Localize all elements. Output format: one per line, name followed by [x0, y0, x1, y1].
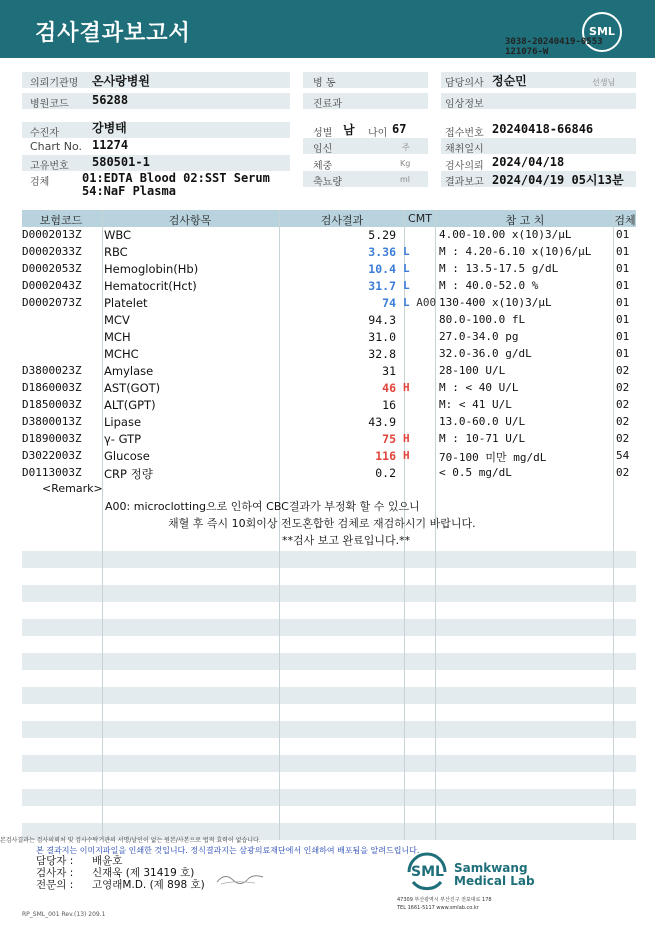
sex-label: 성별	[313, 128, 333, 139]
table-row	[22, 465, 636, 482]
doctor-value: 정순민	[492, 74, 527, 88]
sig-tester-label: 검사자 :	[36, 867, 74, 879]
reference-range: M : < 40 U/L	[439, 381, 519, 394]
remark-title: <Remark>	[42, 482, 103, 495]
insurance-code: D0002043Z	[22, 279, 82, 292]
table-row	[22, 295, 636, 312]
insurance-code: D3800023Z	[22, 364, 82, 377]
test-result: 10.4	[368, 262, 396, 276]
insurance-code: D0002073Z	[22, 296, 82, 309]
chart-label: Chart No.	[30, 140, 82, 153]
table-row	[22, 278, 636, 295]
table-row	[22, 346, 636, 363]
weight-unit: Kg	[400, 159, 411, 168]
form-code: RP_SML_001 Rev.(13) 209.1	[22, 911, 106, 918]
insurance-code: D0113003Z	[22, 466, 82, 479]
reference-range: M : 4.20-6.10 x(10)6/μL	[439, 245, 592, 258]
specimen-code: 54	[616, 449, 630, 462]
remark-line2: 채혈 후 즉시 10회이상 전도혼합한 검체로 재검하시기 바랍니다.	[168, 517, 476, 530]
test-result: 74	[382, 296, 396, 310]
col-header-spec: 검체	[614, 214, 636, 227]
specimen-line1: 01:EDTA Blood 02:SST Serum	[82, 171, 270, 185]
test-name: Hemoglobin(Hb)	[104, 262, 199, 276]
age-label: 나이	[368, 128, 388, 139]
company-address: 47309 부산광역시 부산진구 전포대로 178	[397, 897, 492, 903]
test-name: WBC	[104, 228, 132, 242]
id-label: 고유번호	[30, 161, 69, 172]
specimen-code: 01	[616, 228, 630, 241]
collect-label: 채취일시	[445, 144, 484, 155]
result-flag: L	[403, 262, 410, 275]
reference-range: 4.00-10.00 x(10)3/μL	[439, 228, 572, 241]
test-name: ALT(GPT)	[104, 398, 156, 412]
empty-row-stripe	[22, 755, 636, 772]
test-name: Glucose	[104, 449, 150, 463]
table-row	[22, 380, 636, 397]
clinical-label: 임상정보	[445, 99, 484, 110]
test-name: Amylase	[104, 364, 154, 378]
specimen-code: 02	[616, 432, 630, 445]
sig-doctor-label: 전문의 :	[36, 879, 74, 891]
test-result: 31.0	[368, 330, 396, 344]
urine-unit: ml	[400, 175, 411, 184]
notice-text: 본 결과지는 이미지파일을 인쇄한 것입니다. 정식결과지는 삼광의료재단에서 인쇄하여 배포됨을 알려드립니다.	[36, 846, 420, 855]
result-flag: L	[403, 279, 410, 292]
company-line1: Samkwang	[454, 861, 528, 875]
table-row	[22, 414, 636, 431]
table-row	[22, 261, 636, 278]
test-result: 32.8	[368, 347, 396, 361]
empty-row-stripe	[22, 721, 636, 738]
receipt-label: 접수번호	[445, 128, 484, 139]
patient-label: 수진자	[30, 128, 59, 139]
result-flag: L	[403, 245, 410, 258]
col-header-cmt: CMT	[408, 212, 432, 225]
test-result: 46	[382, 381, 396, 395]
reference-range: 130-400 x(10)3/μL	[439, 296, 552, 309]
specimen-code: 01	[616, 296, 630, 309]
hospital-code-value: 56288	[92, 93, 129, 107]
test-result: 31.7	[368, 279, 396, 293]
specimen-code: 01	[616, 262, 630, 275]
table-row	[22, 397, 636, 414]
specimen-code: 02	[616, 364, 630, 377]
insurance-code: D1860003Z	[22, 381, 82, 394]
id-value: 580501-1	[92, 155, 150, 169]
empty-row-stripe	[22, 653, 636, 670]
report-label: 결과보고	[445, 177, 484, 188]
table-row	[22, 244, 636, 261]
specimen-label: 검체	[30, 177, 50, 188]
dept-label: 진료과	[313, 99, 342, 110]
test-result: 43.9	[368, 415, 396, 429]
test-name: MCHC	[104, 347, 139, 361]
flag-low: L	[403, 296, 410, 309]
remark-line3: **검사 보고 완료입니다.**	[282, 534, 411, 547]
company-name	[454, 862, 535, 888]
test-name: CRP 정량	[104, 467, 153, 481]
weight-label: 체중	[313, 161, 333, 172]
company-line2: Medical Lab	[454, 874, 535, 888]
ward-label: 병 동	[313, 78, 336, 89]
test-result: 5.29	[368, 228, 396, 242]
specimen-code: 01	[616, 313, 630, 326]
col-header-result: 검사결과	[320, 214, 364, 227]
specimen-code: 01	[616, 330, 630, 343]
insurance-code: D3022003Z	[22, 449, 82, 462]
pregnancy-label: 임신	[313, 144, 333, 155]
test-result: 116	[375, 449, 396, 463]
test-name: AST(GOT)	[104, 381, 161, 395]
table-row	[22, 363, 636, 380]
institution-label: 의뢰기관명	[30, 78, 79, 89]
doctor-label: 담당의사	[445, 78, 484, 89]
barcode-line1: 3038-20240419-0553	[505, 37, 603, 47]
barcode-id	[505, 37, 603, 57]
insurance-code: D3800013Z	[22, 415, 82, 428]
request-value: 2024/04/18	[492, 155, 565, 169]
report-title: 검사결과보고서	[35, 21, 191, 46]
test-result: 75	[382, 432, 396, 446]
empty-row-stripe	[22, 789, 636, 806]
footer-logo-text: SML	[411, 864, 444, 880]
result-flag	[403, 296, 436, 309]
empty-row-stripe	[22, 687, 636, 704]
reference-range: 27.0-34.0 pg	[439, 330, 519, 343]
col-header-code: 보험코드	[39, 214, 83, 227]
report-value: 2024/04/19 05시13분	[492, 173, 624, 187]
sig-staff-value: 배윤호	[92, 855, 123, 867]
pregnancy-unit: 주	[402, 143, 410, 152]
test-result: 31	[382, 364, 396, 378]
reference-range: 70-100 미만 mg/dL	[439, 451, 547, 464]
reference-range: 32.0-36.0 g/dL	[439, 347, 532, 360]
col-header-item: 검사항목	[168, 214, 212, 227]
empty-row-stripe	[22, 619, 636, 636]
specimen-code: 02	[616, 398, 630, 411]
table-row	[22, 329, 636, 346]
insurance-code: D0002053Z	[22, 262, 82, 275]
remark-line1: A00: microclotting으로 인하여 CBC결과가 부정확 할 수 있으니	[105, 500, 420, 513]
test-name: MCV	[104, 313, 130, 327]
doctor-suffix: 선생님	[592, 78, 616, 87]
test-name: MCH	[104, 330, 131, 344]
specimen-line2: 54:NaF Plasma	[82, 184, 176, 198]
sex-value: 남	[343, 123, 355, 137]
table-row	[22, 227, 636, 244]
reference-range: 28-100 U/L	[439, 364, 506, 377]
sig-tester-value: 신재욱 (제 31419 호)	[92, 867, 195, 879]
specimen-code: 02	[616, 415, 630, 428]
test-name: Platelet	[104, 296, 148, 310]
test-name: Hematocrit(Hct)	[104, 279, 197, 293]
reference-range: < 0.5 mg/dL	[439, 466, 512, 479]
result-flag: H	[403, 432, 410, 445]
specimen-code: 02	[616, 466, 630, 479]
col-header-ref: 참 고 치	[505, 214, 545, 227]
flag-comment: A00	[409, 296, 437, 309]
table-row	[22, 431, 636, 448]
barcode-line2: 121076-W	[505, 47, 549, 57]
reference-range: M: < 41 U/L	[439, 398, 512, 411]
sml-footer-logo-icon	[405, 850, 450, 895]
table-row	[22, 312, 636, 329]
insurance-code: D1890003Z	[22, 432, 82, 445]
table-row	[22, 448, 636, 465]
age-value: 67	[392, 122, 407, 136]
test-result: 16	[382, 398, 396, 412]
chart-value: 11274	[92, 138, 129, 152]
urine-label: 축뇨량	[313, 177, 342, 188]
specimen-code: 01	[616, 279, 630, 292]
insurance-code: D0002013Z	[22, 228, 82, 241]
test-result: 0.2	[375, 466, 396, 480]
sig-staff-label: 담당자 :	[36, 855, 74, 867]
reference-range: 80.0-100.0 fL	[439, 313, 526, 326]
hospital-code-label: 병원코드	[30, 99, 69, 110]
result-flag: H	[403, 449, 410, 462]
test-result: 3.36	[368, 245, 396, 259]
signature-icon	[215, 868, 265, 888]
test-name: γ- GTP	[104, 432, 142, 446]
reference-range: M : 13.5-17.5 g/dL	[439, 262, 559, 275]
receipt-value: 20240418-66846	[492, 122, 594, 136]
reference-range: M : 40.0-52.0 %	[439, 279, 539, 292]
specimen-code: 01	[616, 347, 630, 360]
patient-value: 강병태	[92, 121, 127, 135]
specimen-code: 01	[616, 245, 630, 258]
empty-row-stripe	[22, 585, 636, 602]
insurance-code: D0002033Z	[22, 245, 82, 258]
result-flag: H	[403, 381, 410, 394]
test-name: Lipase	[104, 415, 142, 429]
band	[22, 122, 290, 138]
empty-row-stripe	[22, 551, 636, 568]
reference-range: M : 10-71 U/L	[439, 432, 526, 445]
logo-text: SML	[589, 25, 615, 38]
specimen-code: 02	[616, 381, 630, 394]
test-name: RBC	[104, 245, 128, 259]
reference-range: 13.0-60.0 U/L	[439, 415, 526, 428]
sig-doctor-value: 고영래M.D. (제 898 호)	[92, 879, 205, 891]
institution-value: 온사랑병원	[92, 74, 150, 88]
fine-print: 본검사결과는 검사의뢰처 및 검사수탁기관의 서명/날인이 없는 원본/사본으로 법적 효력이 없습니다.	[0, 837, 261, 844]
request-label: 검사의뢰	[445, 161, 484, 172]
insurance-code: D1850003Z	[22, 398, 82, 411]
test-result: 94.3	[368, 313, 396, 327]
company-phone: TEL 1661-5117 www.smlab.co.kr	[397, 905, 479, 911]
